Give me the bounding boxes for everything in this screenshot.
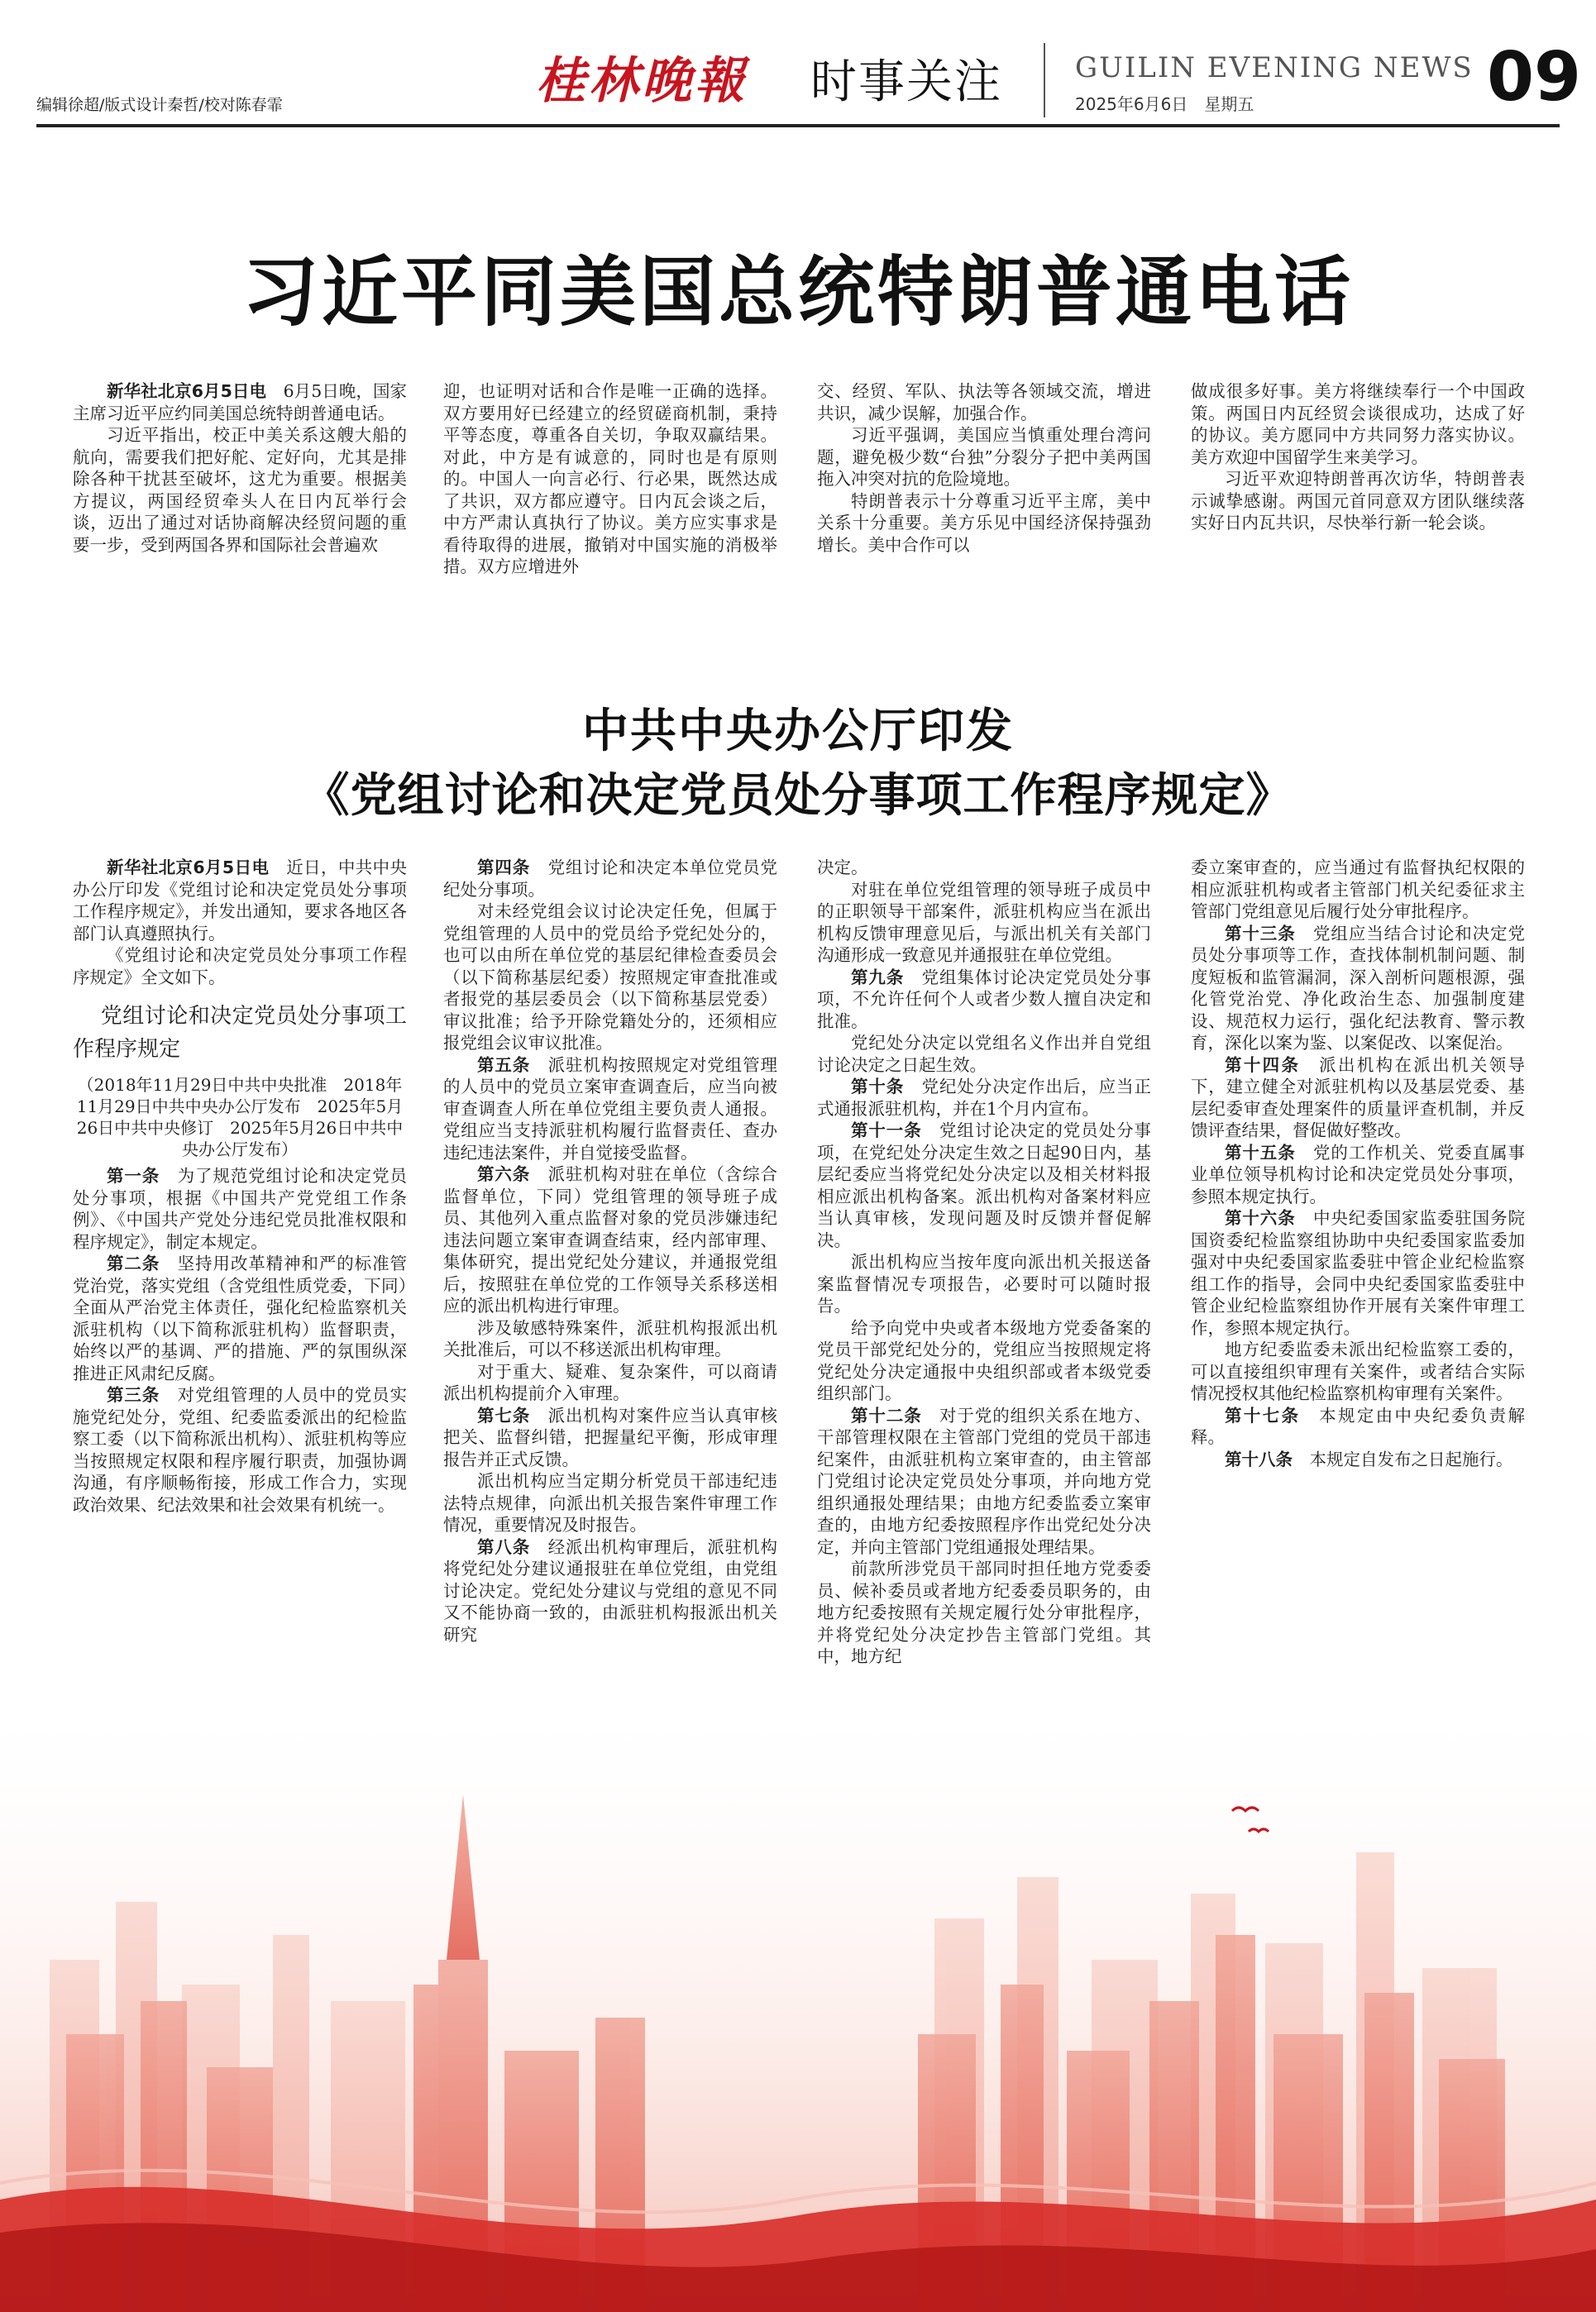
regulation-article: 第十八条 本规定自发布之日起施行。	[1225, 1449, 1513, 1469]
article1-headline: 习近平同美国总统特朗普通电话	[241, 248, 1354, 337]
article1-paragraph: 习近平欢迎特朗普再次访华，特朗普表示诚挚感谢。两国元首同意双方团队继续落实好日内瓦共识，尽快举行新一轮会谈。	[1191, 469, 1525, 533]
header-divider	[1044, 43, 1045, 117]
article2-column-2	[443, 857, 777, 1646]
article1-paragraph: 交、经贸、军队、执法等各领域交流，增进共识，减少误解，加强合作。	[817, 381, 1151, 423]
article1-paragraph: 新华社北京6月5日电 6月5日晚，国家主席习近平应约同美国总统特朗普通电话。	[73, 381, 407, 423]
issue-date: 2025年6月6日 星期五	[1075, 94, 1254, 114]
article1-column-1	[73, 380, 407, 556]
article1-paragraph: 迎，也证明对话和合作是唯一正确的选择。双方要用好已经建立的经贸磋商机制，秉持平等态度，尊重各自关切，争取双赢结果。对此，中方是有诚意的，同时也是有原则的。中国人一向言必行、行必果，既然达成了共识，双方都应遵守。日内瓦会谈之后，中方严肃认真执行了协议。美方应实事求是看待取得的进展，撤销对中国实施的消极举措。双方应增进外	[443, 381, 777, 576]
regulation-article: 对于重大、疑难、复杂案件，可以商请派出机构提前介入审理。	[443, 1361, 777, 1403]
article-number: 第一条	[107, 1166, 160, 1186]
regulation-article: 前款所涉党员干部同时担任地方党委委员、候补委员或者地方纪委委员职务的，由地方纪委按照有关规定履行处分审批程序，并将党纪处分决定抄告主管部门党组。其中，地方纪	[817, 1559, 1151, 1666]
regulation-article: 第一条 为了规范党组讨论和决定党员处分事项，根据《中国共产党党组工作条例》、《中国共产党处分违纪党员批准权限和程序规定》，制定本规定。	[73, 1166, 407, 1252]
header-rule	[36, 124, 1560, 127]
regulation-article: 第十三条 党组应当结合讨论和决定党员处分事项等工作，查找体制机制问题、制度短板和监管漏洞，深入剖析问题根源，强化管党治党、净化政治生态、加强制度建设、规范权力运行，强化纪法教育、警示教育，深化以案为鉴、以案促改、以案促治。	[1191, 923, 1525, 1053]
article1-paragraph: 特朗普表示十分尊重习近平主席，美中关系十分重要。美方乐见中国经济保持强劲增长。美中合作可以	[817, 490, 1151, 555]
article2-column-1	[73, 857, 407, 1516]
article1-paragraph: 习近平强调，美国应当慎重处理台湾问题，避免极少数“台独”分裂分子把中美两国拖入冲突对抗的危险境地。	[817, 425, 1151, 489]
regulation-article: 决定。	[817, 857, 868, 877]
article2-headline-line2: 《党组讨论和决定党员处分事项工作程序规定》	[303, 769, 1293, 823]
regulation-note: （2018年11月29日中共中央批准 2018年11月29日中共中央办公厅发布 2025年5月26日中共中央修订 2025年5月26日中共中央办公厅发布）	[76, 1075, 404, 1159]
regulation-article: 地方纪委监委未派出纪检监察工委的，可以直接组织审理有关案件，或者结合实际情况授权其他纪检监察机构审理有关案件。	[1191, 1340, 1525, 1403]
regulation-article: 委立案审查的，应当通过有监督执纪权限的相应派驻机构或者主管部门机关纪委征求主管部门党组意见后履行处分审批程序。	[1191, 857, 1525, 921]
article1-column-2	[443, 380, 777, 578]
regulation-article: 第三条 对党组管理的人员中的党员实施党纪处分，党组、纪委监委派出的纪检监察工委（以下简称派出机构）、派驻机构等应当按照规定权限和程序履行职责，加强协调沟通，有序顺畅衔接，形成工作合力，实现政治效果、纪法效果和社会效果有机统一。	[73, 1385, 407, 1515]
article2-paragraph: 《党组讨论和决定党员处分事项工作程序规定》全文如下。	[73, 945, 407, 987]
regulation-title: 党组讨论和决定党员处分事项工作程序规定	[73, 1004, 407, 1062]
article1-column-3	[817, 380, 1151, 556]
regulation-article: 第二条 坚持用改革精神和严的标准管党治党，落实党组（含党组性质党委，下同）全面从严治党主体责任，强化纪检监察机关派驻机构（以下简称派驻机构）监督职责，始终以严的基调、严的措施、严的氛围纵深推进正风肃纪反腐。	[73, 1254, 407, 1383]
article2-column-3	[817, 857, 1151, 1668]
regulation-article: 第八条 经派出机构审理后，派驻机构将党纪处分建议通报驻在单位党组，由党组讨论决定。党纪处分建议与党组的意见不同又不能协商一致的，由派驻机构报派出机关研究	[443, 1536, 777, 1645]
regulation-article: 党纪处分决定以党组名义作出并自党组讨论决定之日起生效。	[817, 1033, 1151, 1075]
paper-english-name: GUILIN EVENING NEWS	[1075, 51, 1474, 84]
regulation-article: 第十二条 对于党的组织关系在地方、干部管理权限在主管部门党组的党员干部违纪案件，由派驻机构立案审查的，由主管部门党组讨论决定党员处分事项，并向地方党组织通报处理结果；由地方纪委监委立案审查的，由地方纪委按照程序作出党纪处分决定，并向主管部门党组通报处理结果。	[817, 1405, 1151, 1557]
regulation-article: 第四条 党组讨论和决定本单位党员党纪处分事项。	[443, 857, 777, 900]
regulation-article: 给予向党中央或者本级地方党委备案的党员干部党纪处分的，党组应当按照规定将党纪处分决定通报中央组织部或者本级党委组织部门。	[817, 1317, 1151, 1403]
article1-column-4	[1191, 380, 1525, 534]
regulation-article: 第十一条 党组讨论决定的党员处分事项，在党纪处分决定生效之日起90日内，基层纪委应当将党纪处分决定以及相关材料报相应派出机构备案。派出机构对备案材料应当认真审核，发现问题及时反馈并督促解决。	[817, 1120, 1151, 1250]
regulation-article: 第七条 派出机构对案件应当认真审核把关、监督纠错，把握量纪平衡，形成审理报告并正式反馈。	[443, 1405, 777, 1469]
masthead-logo: 桂林晚報	[536, 52, 748, 110]
dateline: 新华社北京6月5日电	[107, 381, 267, 401]
regulation-article: 派出机构应当按年度向派出机关报送备案监督情况专项报告，必要时可以随时报告。	[817, 1252, 1151, 1316]
article-number: 第二条	[107, 1254, 160, 1273]
editor-credits: 编辑徐超/版式设计秦哲/校对陈春霏	[36, 96, 283, 114]
article2-paragraph: 新华社北京6月5日电 近日，中共中央办公厅印发《党组讨论和决定党员处分事项工作程序规定》，并发出通知，要求各地区各部门认真遵照执行。	[73, 857, 408, 943]
regulation-article: 对未经党组会议讨论决定任免，但属于党组管理的人员中的党员给予党纪处分的，也可以由所在单位党的基层纪律检查委员会（以下简称基层纪委）按照规定审查批准或者报党的基层委员会（以下简称基层党委）审议批准；给予开除党籍处分的，还须相应报党组会议审议批准。	[443, 901, 777, 1053]
page-number: 09	[1487, 38, 1582, 117]
city-skyline-illustration	[0, 1687, 1596, 2312]
regulation-article: 第六条 派驻机构对驻在单位（含综合监督单位，下同）党组管理的领导班子成员、其他列入重点监督对象的党员涉嫌违纪违法问题立案审查调查结束，经内部审理、集体研究，提出党纪处分建议，并通报党组后，按照驻在单位党的工作领导关系移送相应的派出机构进行审理。	[443, 1164, 777, 1316]
regulation-article: 对驻在单位党组管理的领导班子成员中的正职领导干部案件，派驻机构应当在派出机构反馈审理意见后，与派出机关有关部门沟通形成一致意见并通报驻在单位党组。	[817, 879, 1151, 965]
regulation-article: 第十七条 本规定由中央纪委负责解释。	[1191, 1405, 1526, 1447]
section-title: 时事关注	[810, 55, 1002, 109]
article-number: 第三条	[107, 1385, 160, 1405]
article2-headline-line1: 中共中央办公厅印发	[582, 705, 1014, 758]
article1-paragraph: 习近平指出，校正中美关系这艘大船的航向，需要我们把好舵、定好向，尤其是排除各种干扰甚至破坏，这尤为重要。根据美方提议，两国经贸牵头人在日内瓦举行会谈，迈出了通过对话协商解决经贸问题的重要一步，受到两国各界和国际社会普遍欢	[73, 425, 407, 555]
regulation-article: 第十条 党纪处分决定作出后，应当正式通报派驻机构，并在1个月内宣布。	[817, 1077, 1151, 1119]
regulation-article: 第十六条 中央纪委国家监委驻国务院国资委纪检监察组协助中央纪委国家监委加强对中央纪委国家监委驻中管企业纪检监察组工作的指导，会同中央纪委国家监委驻中管企业纪检监察组协作开展有关案件审理工作，参照本规定执行。	[1191, 1208, 1525, 1338]
regulation-article: 涉及敏感特殊案件，派驻机构报派出机关批准后，可以不移送派出机构审理。	[443, 1317, 777, 1359]
regulation-article: 第五条 派驻机构按照规定对党组管理的人员中的党员立案审查调查后，应当向被审查调查人所在单位党组主要负责人通报。党组应当支持派驻机构履行监督责任、查办违纪违法案件，并自觉接受监督。	[443, 1054, 777, 1163]
article2-column-4	[1191, 857, 1525, 1470]
regulation-article: 第十四条 派出机构在派出机关领导下，建立健全对派驻机构以及基层党委、基层纪委审查处理案件的质量评查机制，并反馈评查结果，督促做好整改。	[1191, 1054, 1526, 1140]
regulation-article: 第九条 党组集体讨论决定党员处分事项，不允许任何个人或者少数人擅自决定和批准。	[817, 967, 1151, 1031]
article1-paragraph: 做成很多好事。美方将继续奉行一个中国政策。两国日内瓦经贸会谈很成功，达成了好的协议。美方愿同中方共同努力落实协议。美方欢迎中国留学生来美学习。	[1191, 381, 1525, 467]
regulation-article: 派出机构应当定期分析党员干部违纪违法特点规律，向派出机关报告案件审理工作情况，重要情况及时报告。	[443, 1471, 777, 1535]
regulation-article: 第十五条 党的工作机关、党委直属事业单位领导机构讨论和决定党员处分事项，参照本规定执行。	[1191, 1142, 1525, 1206]
dateline: 新华社北京6月5日电	[107, 857, 270, 877]
